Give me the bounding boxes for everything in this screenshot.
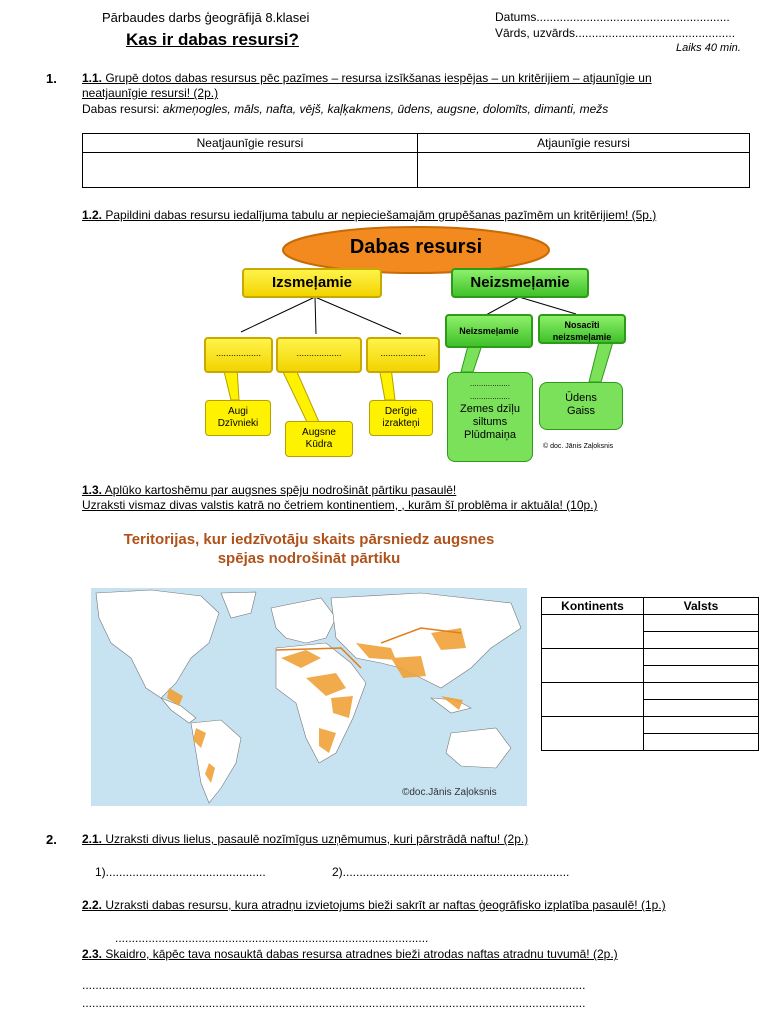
question-number-1: 1.: [46, 71, 57, 86]
page-title: Kas ir dabas resursi?: [126, 30, 299, 49]
answer-line-23b[interactable]: .......................................................................................................................................................: [82, 996, 586, 1010]
resources-table: [82, 133, 750, 188]
callout-plants-l1: Augi: [227, 406, 248, 417]
q12-text: [82, 208, 656, 222]
q13-line2: Uzraksti vismaz divas valstis katrā no četriem kontinentiem, , kurām šī problēma ir aktuāla! (10p.): [82, 498, 598, 512]
blank-box-2[interactable]: ..................: [276, 337, 362, 373]
box-conditionally-inexhaustible: [538, 314, 626, 344]
cond-line2: neizsmeļamie: [552, 332, 612, 342]
resources-diagram: [201, 222, 641, 465]
box-exhaustible: Izsmeļamie: [242, 268, 382, 298]
name-field[interactable]: Vārds, uzvārds................................................: [495, 26, 736, 40]
map-title-line2: spējas nodrošināt pārtiku: [217, 550, 401, 567]
answer-cell-renewable[interactable]: [418, 153, 750, 188]
date-field[interactable]: Datums..........................................................: [495, 10, 730, 24]
callout-water-air: [539, 382, 623, 430]
q22-number: 2.2.: [82, 898, 103, 912]
country-cell[interactable]: [644, 717, 759, 734]
q23-number: 2.3.: [82, 947, 103, 961]
answer-line-22[interactable]: ..............................................................................................: [115, 931, 429, 945]
q22-body: Uzraksti dabas resursu, kura atradņu izvietojums bieži sakrīt ar naftas ģeogrāfisko izplatība pasaulē! (1p.): [102, 898, 666, 912]
geo-l1: Zemes dzīļu: [460, 403, 520, 415]
callout-plants: [205, 400, 271, 436]
question-number-2: 2.: [46, 832, 57, 847]
callout-soil-l1: Augsne: [302, 427, 336, 438]
q22-text: [82, 898, 666, 912]
country-cell[interactable]: [644, 700, 759, 717]
q23-body: Skaidro, kāpēc tava nosauktā dabas resursa atradnes bieži atrodas naftas atradnu tuvumā! (2p.): [102, 947, 618, 961]
country-cell[interactable]: [644, 734, 759, 751]
country-cell[interactable]: [644, 632, 759, 649]
green-blank-1[interactable]: ..................: [469, 379, 510, 388]
q11-number: 1.1.: [82, 71, 103, 85]
q21-body: Uzraksti divus lielus, pasaulē nozīmīgus uzņēmumus, kuri pārstrādā naftu! (2p.): [102, 832, 529, 846]
q11-line1: Grupē dotos dabas resursus pēc pazīmes – resursa izsīkšanas iespējas – un kritērijiem – atjaunīgie un: [102, 71, 652, 85]
country-table: [541, 597, 759, 751]
q13-number: 1.3.: [82, 483, 103, 497]
water-l2: Gaiss: [566, 405, 596, 417]
callout-geothermal: [447, 372, 533, 462]
q13-line1: [82, 483, 456, 497]
resources-line: [82, 102, 608, 116]
geo-l2: siltums: [472, 416, 508, 428]
callout-soil: [285, 421, 353, 457]
callout-minerals-l1: Derīgie: [384, 406, 418, 417]
table-header-nonrenewable: Neatjaunīgie resursi: [83, 134, 418, 153]
country-table-header-continent: Kontinents: [542, 598, 644, 615]
water-l1: Ūdens: [565, 392, 597, 404]
q23-text: [82, 947, 618, 961]
subject-line: Pārbaudes darbs ģeogrāfijā 8.klasei: [102, 10, 310, 25]
callout-soil-l2: Kūdra: [305, 439, 333, 450]
answer-cell-nonrenewable[interactable]: [83, 153, 418, 188]
q12-number: 1.2.: [82, 208, 103, 222]
continent-cell-1[interactable]: [542, 615, 644, 649]
blank-box-1[interactable]: ..................: [204, 337, 273, 373]
blank-box-3[interactable]: ..................: [366, 337, 440, 373]
continent-cell-3[interactable]: [542, 683, 644, 717]
map-title-line1: Teritorijas, kur iedzīvotāju skaits pārsniedz augsnes: [123, 531, 495, 548]
continent-cell-4[interactable]: [542, 717, 644, 751]
answer-line-1[interactable]: 1)................................................: [95, 865, 266, 879]
callout-minerals: [369, 400, 433, 436]
resources-label: Dabas resursi:: [82, 102, 163, 116]
q11-line2: neatjaunīgie resursi! (2p.): [82, 86, 219, 100]
q13-body: Aplūko kartoshēmu par augsnes spēju nodrošināt pārtiku pasaulē!: [102, 483, 457, 497]
diagram-credit: © doc. Jānis Zaļoksnis: [543, 443, 614, 450]
country-cell[interactable]: [644, 615, 759, 632]
resources-list: akmeņogles, māls, nafta, vējš, kaļķakmens, ūdens, augsne, dolomīts, dimanti, mežs: [162, 102, 609, 116]
map-credit: ©doc.Jānis Zaļoksnis: [402, 787, 497, 798]
box-inexhaustible: Neizsmeļamie: [451, 268, 589, 298]
q11-text: [82, 71, 722, 85]
answer-line-23a[interactable]: .......................................................................................................................................................: [82, 978, 586, 992]
diagram-top-label: Dabas resursi: [349, 236, 483, 258]
cond-line1: Nosacīti: [564, 320, 600, 330]
q21-text: [82, 832, 528, 846]
q21-number: 2.1.: [82, 832, 103, 846]
green-blank-2[interactable]: ..................: [469, 392, 510, 401]
q12-body: Papildini dabas resursu iedalījuma tabulu ar nepieciešamajām grupēšanas pazīmēm un kritērijiem! (5p.): [102, 208, 657, 222]
continent-cell-2[interactable]: [542, 649, 644, 683]
callout-plants-l2: Dzīvnieki: [217, 418, 259, 429]
time-limit: Laiks 40 min.: [676, 42, 741, 54]
country-table-header-country: Valsts: [644, 598, 759, 615]
geo-l3: Plūdmaiņa: [464, 429, 516, 441]
map-title: [91, 530, 527, 568]
box-inexhaustible-sub: Neizsmeļamie: [445, 314, 533, 348]
table-header-renewable: Atjaunīgie resursi: [418, 134, 750, 153]
callout-minerals-l2: izrakteņi: [382, 418, 420, 429]
country-cell[interactable]: [644, 649, 759, 666]
answer-line-2[interactable]: 2)....................................................................: [332, 865, 570, 879]
country-cell[interactable]: [644, 683, 759, 700]
world-map: [91, 588, 527, 806]
country-cell[interactable]: [644, 666, 759, 683]
